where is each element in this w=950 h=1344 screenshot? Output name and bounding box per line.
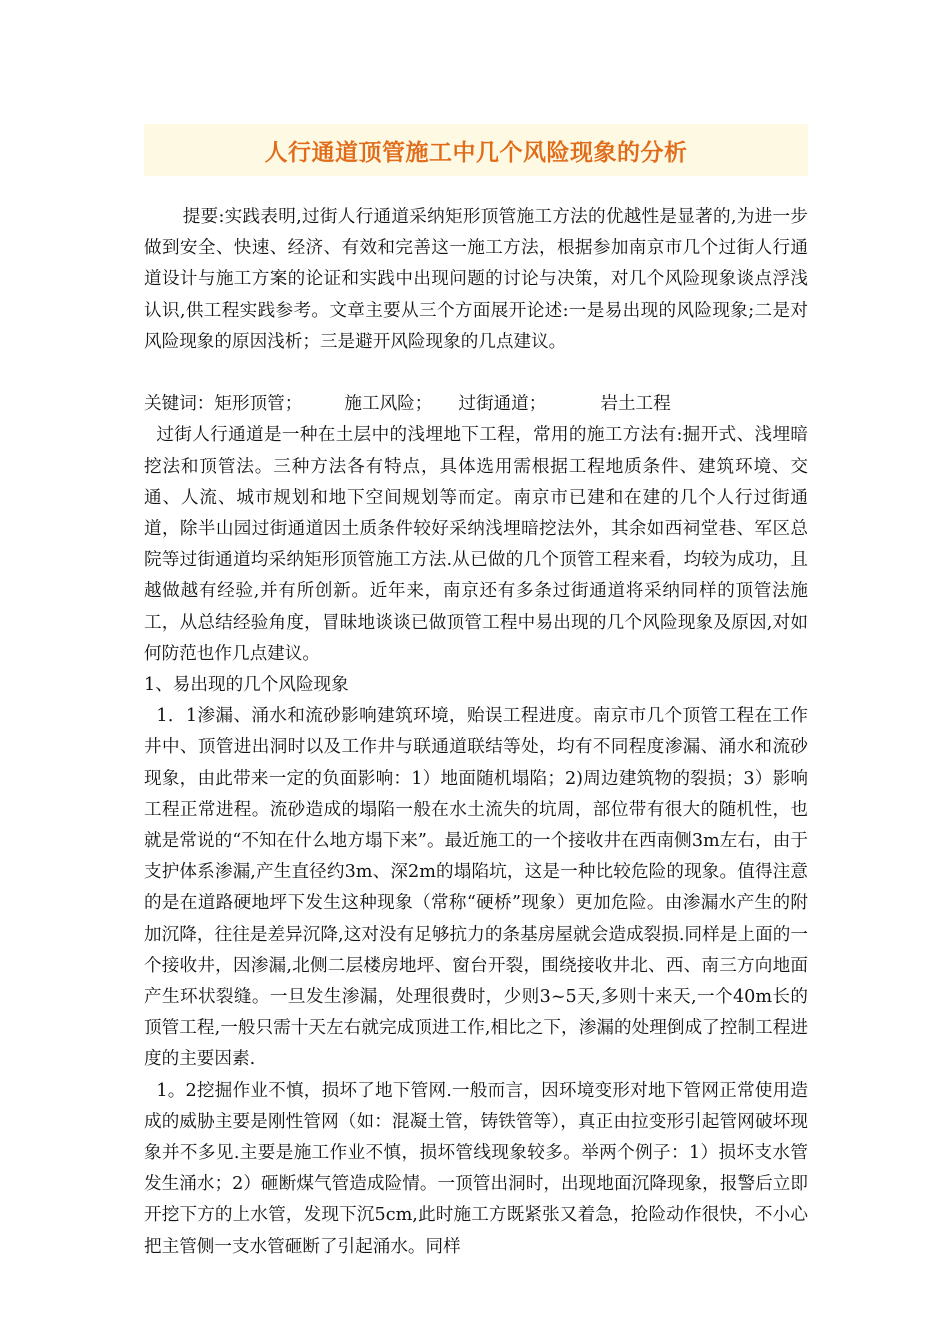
- keyword-item: 矩形顶管；: [214, 394, 303, 415]
- keyword-item: 岩土工程: [600, 394, 671, 415]
- intro-paragraph: 过街人行通道是一种在土层中的浅埋地下工程，常用的施工方法有:掘开式、浅埋暗挖法和顶管法。三种方法各有特点，具体选用需根据工程地质条件、建筑环境、交通、人流、城市规划和地下空间规划等而定。南京市已建和在建的几个人行过街通道，除半山园过街通道因土质条件较好采纳浅埋暗挖法外，其余如西祠堂巷、军区总院等过街通道均采纳矩形顶管施工方法.从已做的几个顶管工程来看，均较为成功，且越做越有经验,并有所创新。近年来，南京还有多条过街通道将采纳同样的顶管法施工，从总结经验角度，冒昧地谈谈已做顶管工程中易出现的几个风险现象及原因,对如何防范也作几点建议。: [144, 425, 808, 664]
- blank-line: [144, 358, 808, 389]
- keywords-line: [144, 389, 808, 420]
- section-1-2-paragraph: 1。2挖掘作业不慎，损坏了地下管网.一般而言，因环境变形对地下管网正常使用造成的威胁主要是刚性管网（如：混凝土管，铸铁管等），真正由拉变形引起管网破坏现象并不多见.主要是施工作业不慎，损坏管线现象较多。举两个例子：1）损坏支水管发生涌水；2）砸断煤气管造成险情。一顶管出洞时，出现地面沉降现象，报警后立即开挖下方的上水管，发现下沉5cm,此时施工方既紧张又着急，抢险动作很快，不小心把主管侧一支水管砸断了引起涌水。同样: [144, 1080, 808, 1257]
- title-banner: [144, 124, 808, 176]
- keywords-label: 关键词：: [144, 394, 215, 415]
- section-heading: 1、易出现的几个风险现象: [144, 675, 349, 696]
- document-title: 人行通道顶管施工中几个风险现象的分析: [264, 138, 688, 166]
- abstract-paragraph: 提要:实践表明,过街人行通道采纳矩形顶管施工方法的优越性是显著的,为进一步做到安全、快速、经济、有效和完善这一施工方法，根据参加南京市几个过街人行通道设计与施工方案的论证和实践中出现问题的讨论与决策，对几个风险现象谈点浮浅认识,供工程实践参考。文章主要从三个方面展开论述:一是易出现的风险现象;二是对风险现象的原因浅析；三是避开风险现象的几点建议。: [144, 207, 808, 352]
- document-body: [144, 202, 808, 1263]
- keyword-item: 过街通道；: [458, 394, 547, 415]
- keyword-item: 施工风险；: [344, 394, 433, 415]
- section-1-1-paragraph: 1．1渗漏、涌水和流砂影响建筑环境，贻误工程进度。南京市几个顶管工程在工作井中、顶管进出洞时以及工作井与联通道联结等处，均有不同程度渗漏、涌水和流砂现象，由此带来一定的负面影响：1）地面随机塌陷；2)周边建筑物的裂损；3）影响工程正常进程。流砂造成的塌陷一般在水土流失的坑周，部位带有很大的随机性，也就是常说的“不知在什么地方塌下来”。最近施工的一个接收井在西南侧3m左右，由于支护体系渗漏,产生直径约3m、深2m的塌陷坑，这是一种比较危险的现象。值得注意的是在道路硬地坪下发生这种现象（常称“硬桥”现象）更加危险。由渗漏水产生的附加沉降，往往是差异沉降,这对没有足够抗力的条基房屋就会造成裂损.同样是上面的一个接收井，因渗漏,北侧二层楼房地坪、窗台开裂，围绕接收井北、西、南三方向地面产生环状裂缝。一旦发生渗漏，处理很费时，少则3~5天,多则十来天,一个40m长的顶管工程,一般只需十天左右就完成顶进工作,相比之下，渗漏的处理倒成了控制工程进度的主要因素.: [144, 706, 808, 1070]
- document-page: [144, 124, 808, 1263]
